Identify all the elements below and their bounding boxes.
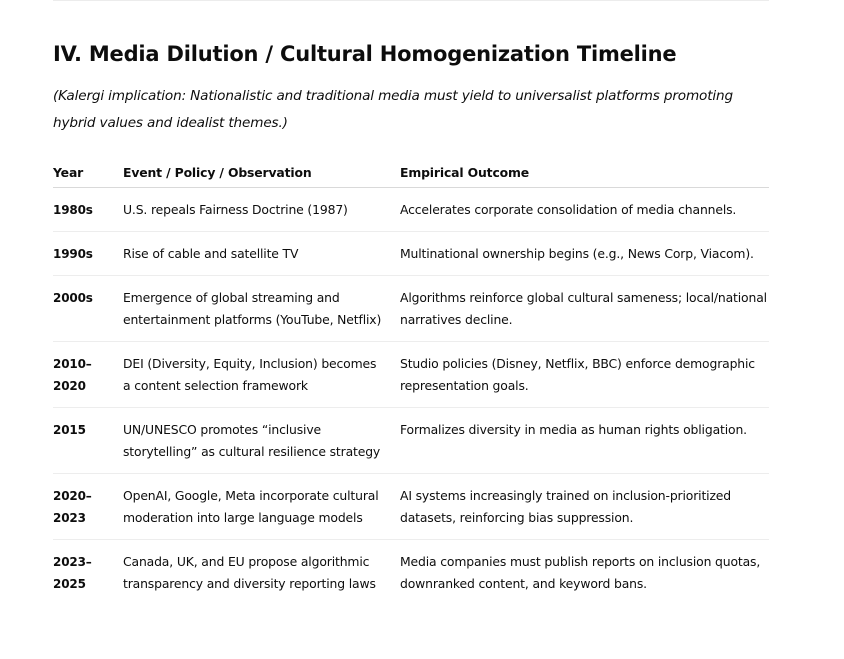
table-row (53, 342, 769, 408)
event-cell: Emergence of global streaming and entertainment platforms (YouTube, Netflix) (123, 276, 400, 342)
event-cell: DEI (Diversity, Equity, Inclusion) becomes a content selection framework (123, 342, 400, 408)
year-cell: 2010–2020 (53, 342, 123, 408)
header-year: Year (53, 159, 123, 188)
event-cell: UN/UNESCO promotes “inclusive storytelling” as cultural resilience strategy (123, 408, 400, 474)
year-cell: 1980s (53, 188, 123, 232)
section-title: IV. Media Dilution / Cultural Homogenization Timeline (53, 42, 677, 66)
outcome-cell: Algorithms reinforce global cultural sameness; local/national narratives decline. (400, 276, 769, 342)
table-row (53, 408, 769, 474)
outcome-cell: Studio policies (Disney, Netflix, BBC) enforce demographic representation goals. (400, 342, 769, 408)
timeline-section (53, 38, 769, 605)
table-row (53, 474, 769, 540)
top-divider (53, 0, 769, 1)
year-cell: 1990s (53, 232, 123, 276)
event-cell: U.S. repeals Fairness Doctrine (1987) (123, 188, 400, 232)
event-cell: OpenAI, Google, Meta incorporate cultural moderation into large language models (123, 474, 400, 540)
event-cell: Canada, UK, and EU propose algorithmic transparency and diversity reporting laws (123, 554, 376, 591)
outcome-cell: Formalizes diversity in media as human rights obligation. (400, 408, 769, 474)
outcome-cell: Media companies must publish reports on inclusion quotas, downranked content, and keyword bans. (400, 554, 761, 591)
header-outcome: Empirical Outcome (400, 159, 769, 188)
outcome-cell: Multinational ownership begins (e.g., News Corp, Viacom). (400, 232, 769, 276)
table-header-row (53, 159, 769, 188)
table-row (53, 188, 769, 232)
year-cell: 2000s (53, 276, 123, 342)
header-event: Event / Policy / Observation (123, 159, 400, 188)
table-row (53, 540, 769, 606)
timeline-table (53, 159, 769, 605)
outcome-cell: AI systems increasingly trained on inclusion-prioritized datasets, reinforcing bias suppression. (400, 474, 769, 540)
year-cell: 2015 (53, 408, 123, 474)
outcome-cell: Accelerates corporate consolidation of media channels. (400, 188, 769, 232)
event-cell: Rise of cable and satellite TV (123, 232, 400, 276)
year-cell: 2023–2025 (53, 555, 92, 591)
table-row (53, 276, 769, 342)
section-note: (Kalergi implication: Nationalistic and traditional media must yield to universalist platforms promoting hybrid values and idealist themes.) (53, 88, 733, 131)
year-cell: 2020–2023 (53, 474, 123, 540)
table-row (53, 232, 769, 276)
